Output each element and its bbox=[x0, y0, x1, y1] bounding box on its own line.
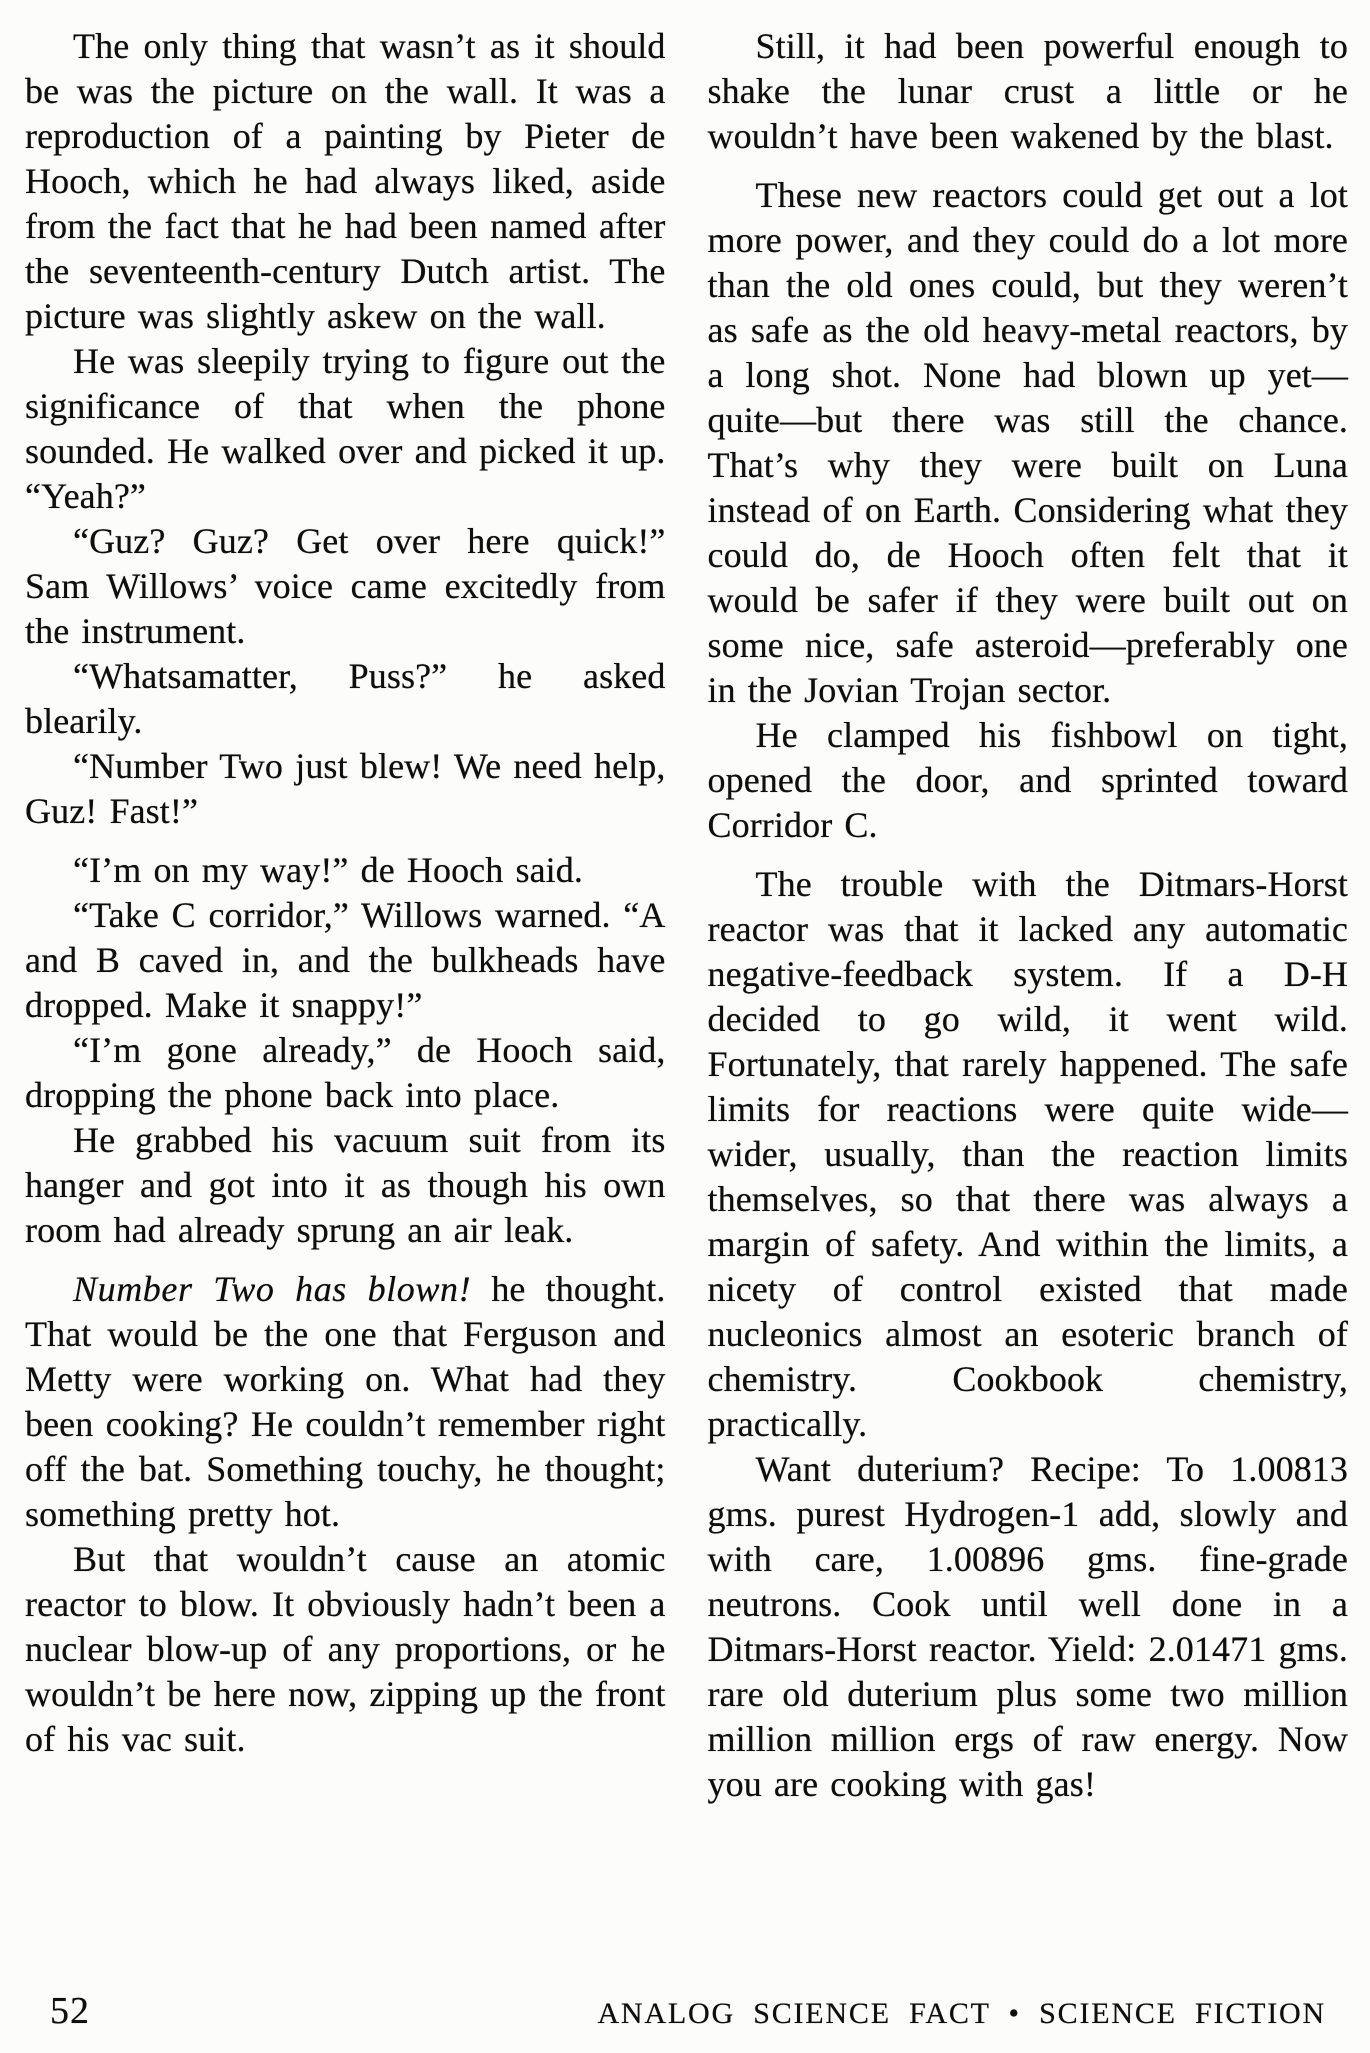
paragraph bbox=[708, 1447, 1349, 1807]
magazine-title: ANALOG SCIENCE FACT • SCIENCE FICTION bbox=[597, 1997, 1326, 2030]
text-run: These new reactors could get out a lot more power, and they could do a lot more than the old ones could, but they weren’t as safe as the old heavy-metal reactors, by a long shot. None had blown up yet—quite—but there was still the chance. That’s why they were built on Luna instead of on Earth. Considering what they could do, de Hooch often felt that it would be safer if they were built out on some nice, safe asteroid—preferably one in the Jovian Trojan sector. bbox=[707, 175, 1348, 710]
text-run: But that wouldn’t cause an atomic reactor to blow. It obviously hadn’t been a nuclear blow-up of any proportions, or he wouldn’t be here now, zipping up the front of his vac suit. bbox=[25, 1539, 666, 1759]
text-run: He grabbed his vacuum suit from its hanger and got into it as though his own room had already sprung an air leak. bbox=[25, 1120, 666, 1250]
text-run: Want duterium? Recipe: To 1.00813 gms. purest Hydrogen-1 add, slowly and with care, 1.00896 gms. fine-grade neutrons. Cook until well done in a Ditmars-Horst reactor. Yield: 2.01471 gms. rare old duterium plus some two million million million ergs of raw energy. Now you are cooking with gas! bbox=[707, 1449, 1348, 1804]
paragraph bbox=[25, 519, 666, 654]
paragraph bbox=[25, 744, 666, 834]
text-columns bbox=[25, 24, 1348, 1807]
text-run: he thought. That would be the one that Ferguson and Metty were working on. What had they been cooking? He couldn’t remember right off the bat. Something touchy, he thought; something pretty hot. bbox=[25, 1269, 666, 1534]
text-run: “Guz? Guz? Get over here quick!” Sam Willows’ voice came excitedly from the instrument. bbox=[25, 521, 666, 651]
paragraph bbox=[25, 654, 666, 744]
text-run: The trouble with the Ditmars-Horst reactor was that it lacked any automatic negative-feedback system. If a D-H decided to go wild, it went wild. Fortunately, that rarely happened. The safe limits for reactions were quite wide—wider, usually, than the reaction limits themselves, so that there was always a margin of safety. And within the limits, a nicety of control existed that made nucleonics almost an esoteric branch of chemistry. Cookbook chemistry, practically. bbox=[707, 864, 1348, 1444]
footer bbox=[50, 1989, 1326, 2033]
paragraph bbox=[25, 893, 666, 1028]
text-run: “Whatsamatter, Puss?” he asked blearily. bbox=[25, 656, 666, 741]
text-run: “I’m on my way!” de Hooch said. bbox=[73, 850, 583, 890]
paragraph bbox=[708, 713, 1349, 848]
right-column bbox=[708, 24, 1349, 1807]
text-run: “Take C corridor,” Willows warned. “A and B caved in, and the bulkheads have dropped. Make it snappy!” bbox=[25, 895, 666, 1025]
paragraph bbox=[25, 24, 666, 339]
italic-text-run: Number Two has blown! bbox=[73, 1269, 472, 1309]
paragraph bbox=[25, 1267, 666, 1537]
paragraph bbox=[25, 1537, 666, 1762]
paragraph bbox=[708, 173, 1349, 713]
text-run: He was sleepily trying to figure out the significance of that when the phone sounded. He walked over and picked it up. “Yeah?” bbox=[25, 341, 666, 516]
page-content bbox=[25, 24, 1348, 2053]
text-run: The only thing that wasn’t as it should be was the picture on the wall. It was a reproduction of a painting by Pieter de Hooch, which he had always liked, aside from the fact that he had been named after the seventeenth-century Dutch artist. The picture was slightly askew on the wall. bbox=[25, 26, 666, 336]
left-column bbox=[25, 24, 666, 1807]
text-run: Still, it had been powerful enough to shake the lunar crust a little or he wouldn’t have been wakened by the blast. bbox=[707, 26, 1348, 156]
paragraph bbox=[708, 24, 1349, 159]
paragraph bbox=[25, 848, 666, 893]
paragraph bbox=[25, 1028, 666, 1118]
paragraph bbox=[25, 1118, 666, 1253]
text-run: “Number Two just blew! We need help, Guz! Fast!” bbox=[25, 746, 666, 831]
text-run: He clamped his fishbowl on tight, opened the door, and sprinted toward Corridor C. bbox=[707, 715, 1348, 845]
paragraph bbox=[708, 862, 1349, 1447]
text-run: “I’m gone already,” de Hooch said, dropping the phone back into place. bbox=[25, 1030, 666, 1115]
page-number: 52 bbox=[50, 1990, 90, 2032]
paragraph bbox=[25, 339, 666, 519]
